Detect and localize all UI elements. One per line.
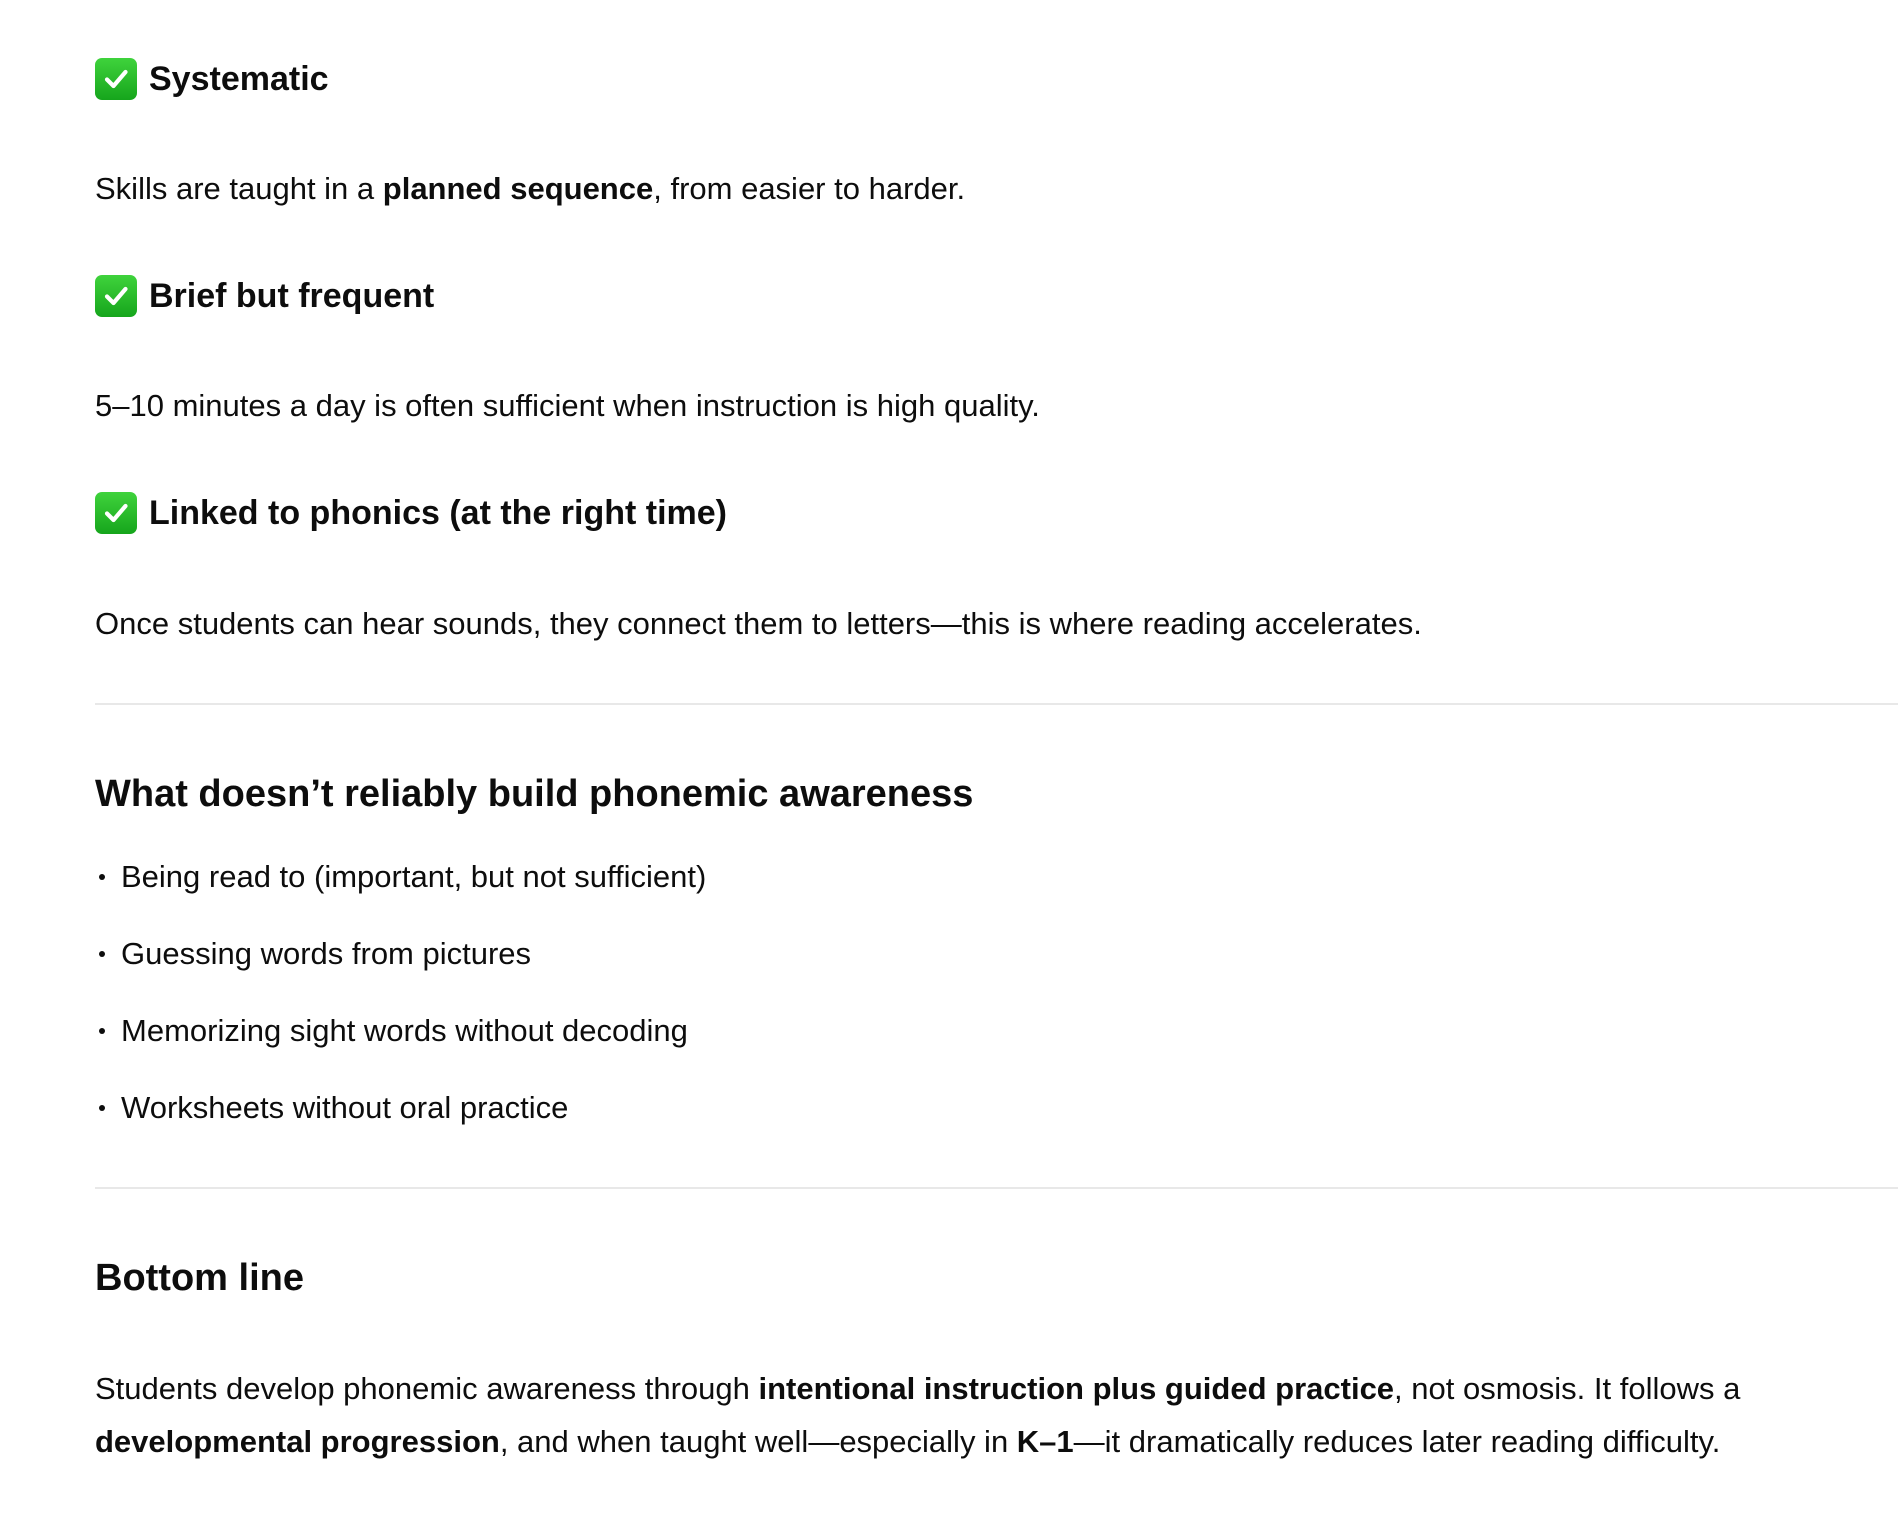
bullet-dot — [99, 1028, 105, 1034]
check-mark-button-icon — [95, 58, 137, 100]
heading-brief-but-frequent — [95, 274, 434, 318]
check-mark-button-icon — [95, 492, 137, 534]
text-segment: , and when taught well—especially in — [499, 1424, 1017, 1459]
heading-brief-text: Brief but frequent — [149, 277, 435, 315]
list-item — [95, 838, 706, 915]
list-item-text: Memorizing sight words without decoding — [121, 1012, 688, 1048]
text-segment: , from easier to harder. — [653, 171, 966, 206]
paragraph-brief: 5–10 minutes a day is often sufficient when instruction is high quality. — [95, 388, 1040, 423]
bold-text: developmental progression — [95, 1424, 500, 1459]
paragraph-systematic — [95, 162, 965, 215]
list-item-text: Worksheets without oral practice — [121, 1089, 569, 1125]
text-segment: Students develop phonemic awareness through — [95, 1371, 759, 1406]
text-segment: Skills are taught in a — [95, 171, 383, 206]
list-item — [95, 915, 706, 992]
heading-systematic — [95, 57, 329, 101]
paragraph-bottom-line — [95, 1362, 1885, 1468]
heading-bottom-line: Bottom line — [95, 1257, 304, 1299]
heading-linked-text: Linked to phonics (at the right time) — [149, 494, 727, 532]
text-segment: , not osmosis. It follows a — [1394, 1371, 1741, 1406]
bold-text: planned sequence — [382, 171, 654, 206]
bullet-dot — [99, 951, 105, 957]
check-mark-button-icon — [95, 275, 137, 317]
heading-what-doesnt-build: What doesn’t reliably build phonemic awareness — [95, 773, 974, 815]
bold-text: intentional instruction plus guided practice — [758, 1371, 1395, 1406]
paragraph-linked: Once students can hear sounds, they connect them to letters—this is where reading accelerates. — [95, 606, 1422, 641]
heading-systematic-text: Systematic — [149, 60, 329, 98]
list-item — [95, 1069, 706, 1146]
section-divider — [95, 1187, 1898, 1189]
list-item — [95, 992, 706, 1069]
bullet-dot — [99, 874, 105, 880]
heading-linked-to-phonics — [95, 491, 727, 535]
list-item-text: Being read to (important, but not sufficient) — [121, 858, 707, 894]
list-item-text: Guessing words from pictures — [121, 935, 532, 971]
section-divider — [95, 703, 1898, 705]
bold-text: K–1 — [1016, 1424, 1074, 1459]
bullet-dot — [99, 1105, 105, 1111]
text-segment: —it dramatically reduces later reading difficulty. — [1073, 1424, 1721, 1459]
bullet-list — [95, 838, 706, 1146]
